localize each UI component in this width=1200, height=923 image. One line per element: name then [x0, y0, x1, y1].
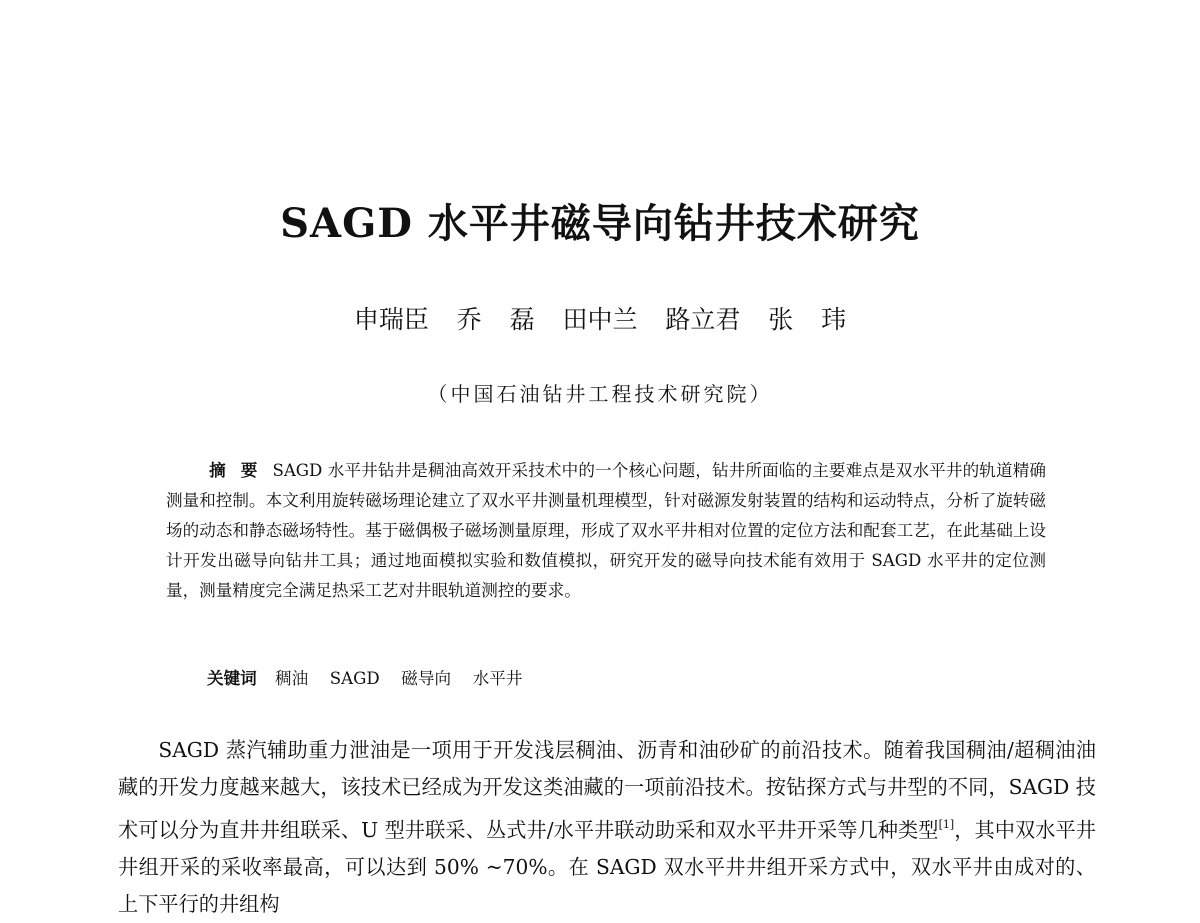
paper-title: SAGD 水平井磁导向钻井技术研究	[280, 200, 920, 247]
keyword-item: 稠油	[275, 669, 309, 688]
keywords	[207, 664, 544, 694]
citation-marker: [1]	[938, 818, 955, 831]
body-text-part1: SAGD 蒸汽辅助重力泄油是一项用于开发浅层稠油、沥青和油砂矿的前沿技术。随着我国稠油/超稠油油藏的开发力度越来越大，该技术已经成为开发这类油藏的一项前沿技术。按钻探方式与井型的不同，SAGD 技术可以分为直井井组联采、U 型井联采、丛式井/水平井联动助采和双水平井开采等几种类型	[118, 738, 1096, 842]
keyword-item: 磁导向	[401, 669, 452, 688]
abstract	[166, 456, 1046, 606]
affiliation: （中国石油钻井工程技术研究院）	[427, 382, 773, 406]
keyword-item: SAGD	[329, 669, 380, 688]
abstract-label: 摘要	[209, 461, 273, 480]
author-list: 申瑞臣 乔 磊 田中兰 路立君 张 玮	[353, 305, 847, 334]
keyword-item: 水平井	[472, 669, 523, 688]
body-text-part2: ，其中双水平井井组开采的采收率最高，可以达到 50% ~70%。在 SAGD 双水平井井组开采方式中，双水平井由成对的、上下平行的井组构	[118, 818, 1096, 916]
keywords-label: 关键词	[207, 669, 257, 688]
abstract-text: SAGD 水平井钻井是稠油高效开采技术中的一个核心问题，钻井所面临的主要难点是双水平井的轨道精确测量和控制。本文利用旋转磁场理论建立了双水平井测量机理模型，针对磁源发射装置的结构和运动特点，分析了旋转磁场的动态和静态磁场特性。基于磁偶极子磁场测量原理，形成了双水平井相对位置的定位方法和配套工艺，在此基础上设计开发出磁导向钻井工具；通过地面模拟实验和数值模拟，研究开发的磁导向技术能有效用于 SAGD 水平井的定位测量，测量精度完全满足热采工艺对井眼轨道测控的要求。	[166, 461, 1046, 600]
body-text	[118, 732, 1096, 923]
abstract-paragraph	[166, 456, 1046, 606]
body-paragraph	[118, 732, 1096, 923]
